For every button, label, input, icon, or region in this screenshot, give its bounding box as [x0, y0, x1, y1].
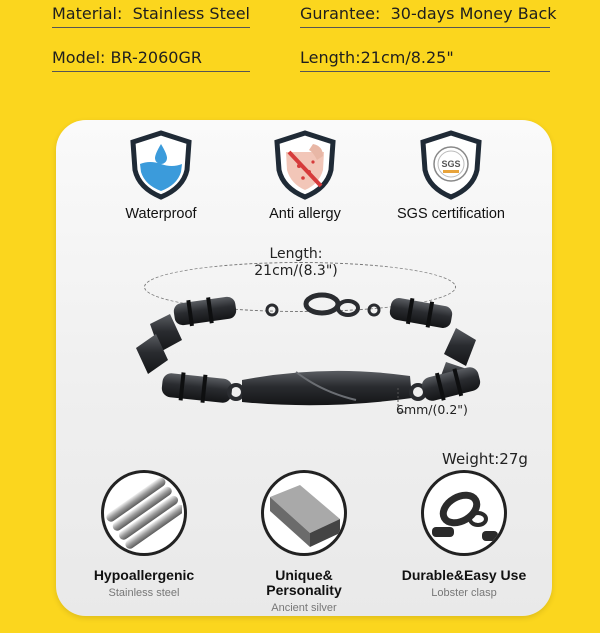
- length-annotation-line1: Length:: [269, 246, 323, 262]
- spec-model-text: Model: BR-2060GR: [52, 48, 202, 67]
- spec-length: [300, 48, 550, 72]
- sgs-shield-icon: [419, 130, 483, 200]
- spec-material: [52, 4, 250, 28]
- length-annotation: [236, 246, 356, 280]
- feature-hypoallergenic: [64, 470, 224, 599]
- weight-annotation: Weight:27g: [442, 450, 528, 468]
- width-annotation: 6mm/(0.2"): [396, 402, 468, 417]
- no-allergy-shield-icon: [273, 130, 337, 200]
- unique-title: Unique& Personality: [266, 567, 342, 598]
- product-card: [56, 120, 552, 616]
- sgs-logo-text: SGS: [441, 159, 461, 169]
- durable-sub: Lobster clasp: [431, 587, 497, 599]
- sgs-badge: [396, 130, 506, 222]
- anti-allergy-label: Anti allergy: [269, 206, 341, 222]
- durable-title: Durable&Easy Use: [401, 567, 527, 583]
- lobster-clasp-icon: [421, 470, 507, 556]
- spec-material-text: Material: Stainless Steel: [52, 4, 250, 23]
- anti-allergy-badge: [250, 130, 360, 222]
- hypoallergenic-title: Hypoallergenic: [93, 567, 195, 583]
- spec-length-text: Length:21cm/8.25": [300, 48, 454, 67]
- feature-durable: [384, 470, 544, 599]
- waterproof-badge: [106, 130, 216, 222]
- hypoallergenic-sub: Stainless steel: [108, 587, 180, 599]
- spec-guarantee: [300, 4, 557, 28]
- sgs-label: SGS certification: [397, 206, 505, 222]
- bracelet-image: [126, 288, 486, 418]
- feature-unique: [224, 470, 384, 614]
- water-drop-shield-icon: [129, 130, 193, 200]
- spec-guarantee-text: Gurantee: 30-days Money Back: [300, 4, 557, 23]
- waterproof-label: Waterproof: [125, 206, 197, 222]
- unique-sub: Ancient silver: [271, 602, 337, 614]
- metal-bar-icon: [261, 470, 347, 556]
- steel-rods-icon: [101, 470, 187, 556]
- length-annotation-line2: 21cm/(8.3"): [254, 263, 338, 279]
- spec-model: [52, 48, 250, 72]
